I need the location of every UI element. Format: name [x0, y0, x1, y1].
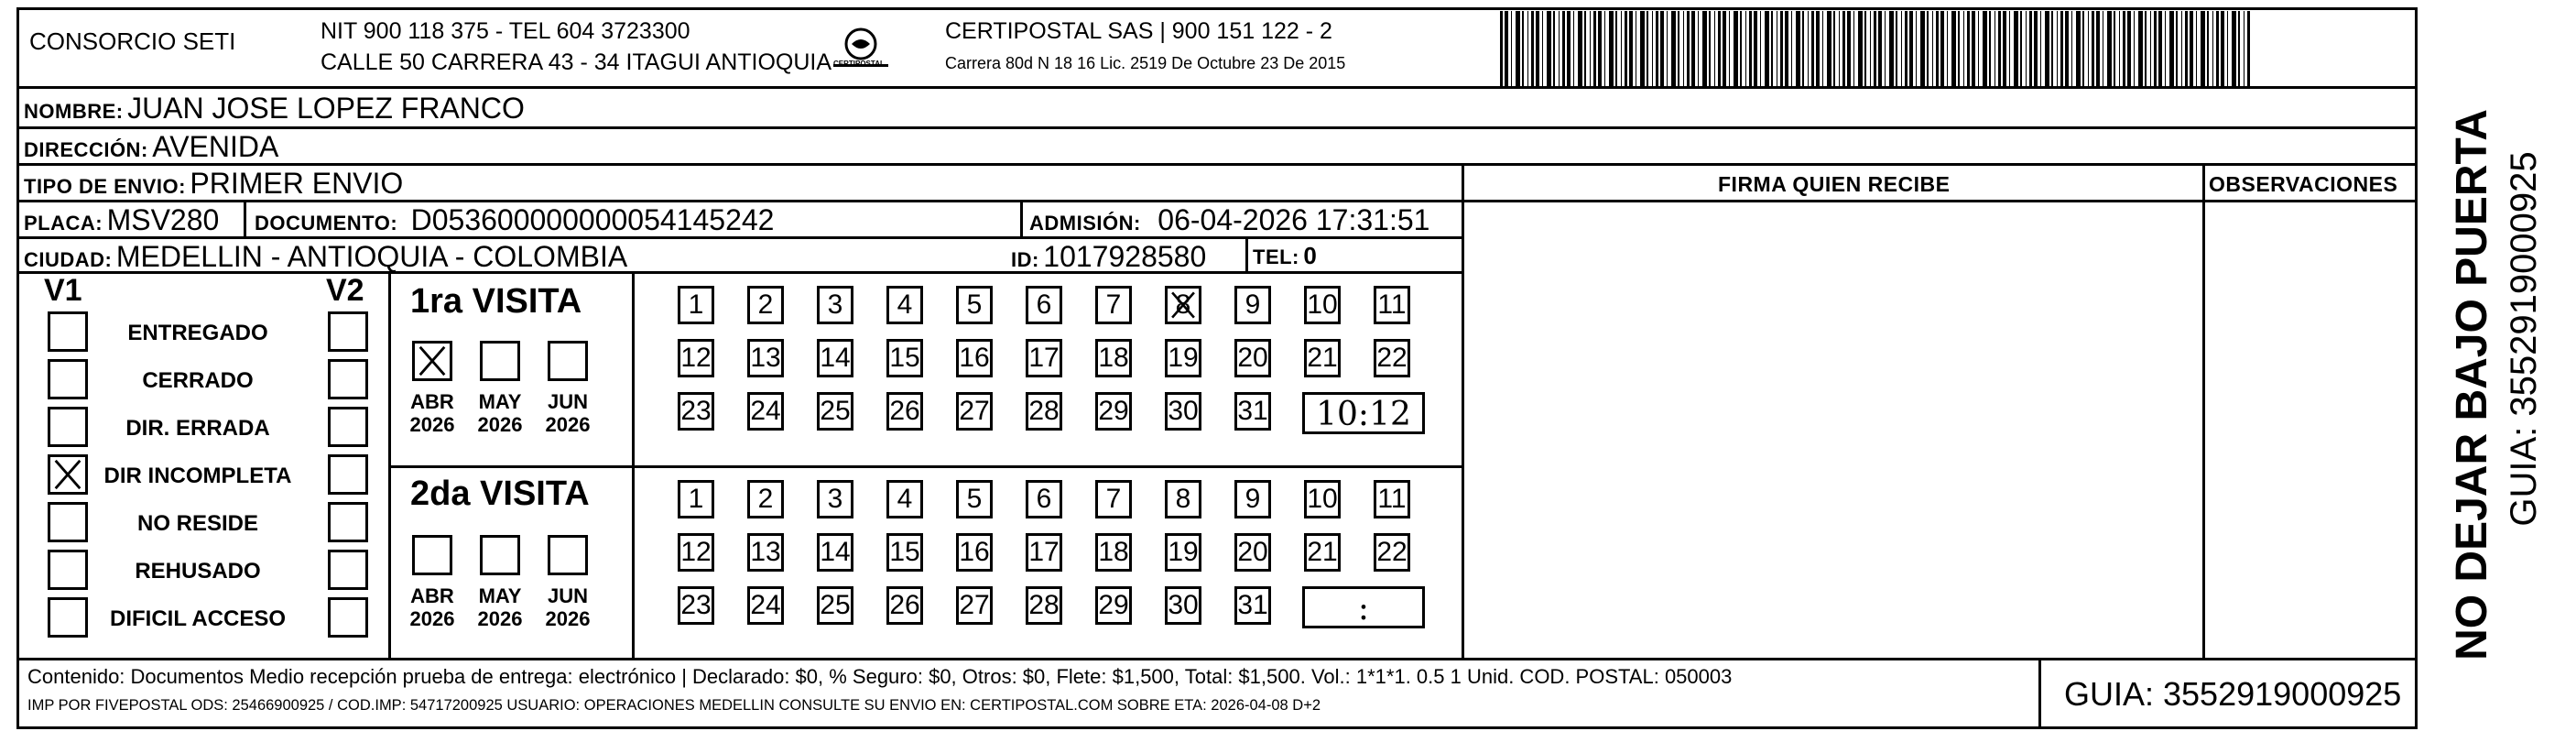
day-box[interactable]: 21 — [1304, 533, 1341, 572]
id-label: ID: — [1011, 248, 1039, 271]
courier-logo — [824, 24, 897, 79]
tipo-label: TIPO DE ENVIO: — [24, 175, 186, 198]
month-label — [403, 390, 462, 437]
month-year: 2026 — [545, 413, 591, 437]
month-name: MAY — [478, 584, 522, 607]
day-box[interactable]: 11 — [1374, 480, 1410, 518]
firma-label: FIRMA QUIEN RECIBE — [1718, 172, 1951, 196]
courier-logo-icon — [824, 24, 897, 79]
day-box[interactable]: 22 — [1374, 533, 1410, 572]
day-box[interactable]: 22 — [1374, 339, 1410, 377]
reason-label: ENTREGADO — [127, 321, 268, 345]
nit-line: NIT 900 118 375 - TEL 604 3723300 — [321, 18, 690, 44]
day-box[interactable]: 9 — [1234, 286, 1271, 324]
day-box[interactable]: 17 — [1026, 339, 1062, 377]
side-guia: GUIA: 3552919000925 — [2504, 151, 2544, 527]
nombre-value: JUAN JOSE LOPEZ FRANCO — [127, 92, 525, 125]
month-checkbox[interactable] — [548, 535, 588, 575]
id-field — [1011, 242, 1206, 271]
company-name: CONSORCIO SETI — [29, 27, 236, 55]
day-box[interactable]: 25 — [817, 586, 853, 625]
day-box[interactable]: 9 — [1234, 480, 1271, 518]
id-value: 1017928580 — [1043, 240, 1207, 273]
time-box[interactable] — [1302, 586, 1425, 628]
rule — [1020, 200, 1023, 236]
placa-label: PLACA: — [24, 212, 103, 235]
month-label — [471, 584, 529, 631]
day-box[interactable]: 26 — [886, 586, 923, 625]
day-box[interactable]: 31 — [1234, 392, 1271, 431]
day-box[interactable]: 30 — [1165, 586, 1201, 625]
day-box[interactable]: 4 — [886, 480, 923, 518]
v2-checkbox[interactable] — [328, 311, 368, 352]
month-checkbox[interactable] — [480, 535, 520, 575]
license-line: Carrera 80d N 18 16 Lic. 2519 De Octubre 23 De 2015 — [945, 54, 1346, 72]
ciudad-field — [24, 242, 627, 271]
rule — [2038, 658, 2041, 729]
day-box[interactable]: 18 — [1095, 339, 1132, 377]
month-checkbox[interactable] — [548, 341, 588, 381]
day-box[interactable] — [1165, 286, 1201, 324]
month-label — [403, 584, 462, 631]
day-box[interactable]: 27 — [956, 392, 993, 431]
day-box[interactable]: 20 — [1234, 533, 1271, 572]
day-box[interactable]: 7 — [1095, 286, 1132, 324]
barcode — [1500, 11, 2251, 86]
reason-label: REHUSADO — [135, 559, 261, 584]
day-box[interactable]: 6 — [1026, 480, 1062, 518]
month-name: ABR — [410, 584, 454, 607]
month-checkbox[interactable] — [412, 341, 452, 381]
day-box[interactable]: 3 — [817, 480, 853, 518]
month-year: 2026 — [409, 607, 455, 631]
placa-value: MSV280 — [106, 203, 220, 236]
nombre-field — [24, 93, 525, 123]
rule — [16, 658, 2418, 660]
day-box[interactable]: 18 — [1095, 533, 1132, 572]
rule — [1245, 236, 1248, 271]
v2-checkbox[interactable] — [328, 502, 368, 542]
day-box[interactable]: 13 — [747, 533, 784, 572]
day-box[interactable]: 20 — [1234, 339, 1271, 377]
side-warning: NO DEJAR BAJO PUERTA — [2448, 109, 2496, 660]
day-box[interactable]: 24 — [747, 392, 784, 431]
day-box[interactable]: 6 — [1026, 286, 1062, 324]
rule — [388, 271, 391, 658]
day-box[interactable]: 14 — [817, 533, 853, 572]
day-box[interactable]: 19 — [1165, 533, 1201, 572]
day-box[interactable]: 14 — [817, 339, 853, 377]
day-box[interactable]: 1 — [678, 480, 714, 518]
reason-label: CERRADO — [142, 368, 254, 393]
documento-field — [255, 205, 774, 235]
day-box[interactable]: 29 — [1095, 586, 1132, 625]
day-box[interactable]: 25 — [817, 392, 853, 431]
day-box[interactable]: 29 — [1095, 392, 1132, 431]
day-box[interactable]: 15 — [886, 533, 923, 572]
month-name: JUN — [547, 390, 588, 413]
courier-line: CERTIPOSTAL SAS | 900 151 122 - 2 — [945, 18, 1332, 44]
day-box[interactable]: 16 — [956, 533, 993, 572]
day-box[interactable]: 16 — [956, 339, 993, 377]
month-year: 2026 — [545, 607, 591, 631]
tel-field — [1253, 244, 1317, 267]
time-value: 10:12 — [1316, 396, 1411, 433]
month-label — [538, 390, 597, 437]
rule — [1462, 163, 1464, 658]
admision-value: 06-04-2026 17:31:51 — [1158, 203, 1430, 236]
day-box[interactable]: 5 — [956, 480, 993, 518]
logo-text: CERTIPOSTAL — [833, 60, 885, 68]
month-name: ABR — [410, 390, 454, 413]
day-box[interactable]: 30 — [1165, 392, 1201, 431]
day-box[interactable]: 4 — [886, 286, 923, 324]
x-mark-icon — [1168, 289, 1199, 322]
day-box[interactable]: 26 — [886, 392, 923, 431]
tipo-value: PRIMER ENVIO — [190, 167, 404, 200]
ciudad-label: CIUDAD: — [24, 248, 113, 271]
observaciones-label: OBSERVACIONES — [2209, 172, 2398, 196]
contenido-line: Contenido: Documentos Medio recepción prueba de entrega: electrónico | Declarado: $0, % Seguro: $0, Otros: $0, Flete: $1,500, Total: $1,500. Vol.: 1*1*1. 0.5 1 Unid. COD. POSTAL: 050003 — [27, 665, 1733, 688]
v2-checkbox[interactable] — [328, 359, 368, 399]
day-box[interactable]: 23 — [678, 586, 714, 625]
tel-value: 0 — [1303, 242, 1318, 269]
day-box[interactable]: 21 — [1304, 339, 1341, 377]
tipo-field — [24, 169, 403, 198]
day-box[interactable]: 3 — [817, 286, 853, 324]
time-box[interactable] — [1302, 392, 1425, 434]
x-mark-icon — [415, 344, 450, 378]
day-box[interactable]: 2 — [747, 480, 784, 518]
day-box[interactable]: 23 — [678, 392, 714, 431]
time-value: : — [1357, 590, 1370, 627]
rule — [2202, 163, 2205, 658]
guia-footer: GUIA: 3552919000925 — [2064, 675, 2402, 713]
documento-value: D053600000000054145242 — [410, 203, 775, 236]
rule — [16, 126, 2418, 129]
day-box[interactable]: 10 — [1304, 480, 1341, 518]
month-label — [538, 584, 597, 631]
rule — [388, 465, 1462, 468]
day-box[interactable]: 10 — [1304, 286, 1341, 324]
rule — [16, 163, 2418, 166]
rule — [632, 271, 635, 658]
visit2-title: 2da VISITA — [410, 475, 590, 513]
month-year: 2026 — [477, 413, 523, 437]
reason-label: NO RESIDE — [136, 511, 259, 536]
tel-label: TEL: — [1253, 246, 1299, 268]
day-box[interactable]: 2 — [747, 286, 784, 324]
v2-checkbox[interactable] — [328, 454, 368, 495]
day-box[interactable]: 7 — [1095, 480, 1132, 518]
direccion-value: AVENIDA — [152, 130, 279, 163]
placa-field — [24, 205, 219, 235]
month-checkbox[interactable] — [412, 535, 452, 575]
day-box[interactable]: 8 — [1165, 480, 1201, 518]
day-box[interactable]: 1 — [678, 286, 714, 324]
documento-label: DOCUMENTO: — [255, 212, 398, 235]
address-line: CALLE 50 CARRERA 43 - 34 ITAGUI ANTIOQUIA — [321, 49, 832, 75]
month-label — [471, 390, 529, 437]
day-box[interactable]: 15 — [886, 339, 923, 377]
v2-label: V2 — [326, 273, 364, 308]
v1-label: V1 — [44, 273, 82, 308]
day-box[interactable]: 19 — [1165, 339, 1201, 377]
month-checkbox[interactable] — [480, 341, 520, 381]
rule — [16, 86, 2418, 89]
day-box[interactable]: 17 — [1026, 533, 1062, 572]
v2-checkbox[interactable] — [328, 407, 368, 447]
day-box[interactable]: 31 — [1234, 586, 1271, 625]
month-year: 2026 — [409, 413, 455, 437]
day-box[interactable]: 28 — [1026, 586, 1062, 625]
month-name: MAY — [478, 390, 522, 413]
month-year: 2026 — [477, 607, 523, 631]
day-box[interactable]: 13 — [747, 339, 784, 377]
v2-checkbox[interactable] — [328, 550, 368, 590]
month-name: JUN — [547, 584, 588, 607]
visit1-title: 1ra VISITA — [410, 282, 582, 321]
nombre-label: NOMBRE: — [24, 100, 124, 123]
day-box[interactable]: 24 — [747, 586, 784, 625]
day-box[interactable]: 28 — [1026, 392, 1062, 431]
admision-field — [1029, 205, 1429, 235]
rule — [1462, 200, 2418, 202]
reason-label: DIR. ERRADA — [125, 416, 270, 441]
reason-label: DIR INCOMPLETA — [103, 464, 292, 488]
direccion-label: DIRECCIÓN: — [24, 138, 148, 161]
direccion-field — [24, 132, 278, 161]
day-box[interactable]: 27 — [956, 586, 993, 625]
rule — [244, 200, 246, 236]
admision-label: ADMISIÓN: — [1029, 212, 1141, 235]
rule — [16, 200, 1462, 202]
day-box[interactable]: 12 — [678, 339, 714, 377]
day-box[interactable]: 12 — [678, 533, 714, 572]
reason-label: DIFICIL ACCESO — [109, 606, 286, 631]
day-box[interactable]: 5 — [956, 286, 993, 324]
imp-line: IMP POR FIVEPOSTAL ODS: 25466900925 / COD.IMP: 54717200925 USUARIO: OPERACIONES MEDELLIN CONSULTE SU ENVIO EN: CERTIPOSTAL.COM SOBRE ETA: 2026-04-08 D+2 — [27, 697, 1321, 714]
ciudad-value: MEDELLIN - ANTIOQUIA - COLOMBIA — [115, 240, 628, 273]
day-box[interactable]: 11 — [1374, 286, 1410, 324]
day-number: 8 — [1175, 289, 1191, 320]
v2-checkbox[interactable] — [328, 597, 368, 638]
